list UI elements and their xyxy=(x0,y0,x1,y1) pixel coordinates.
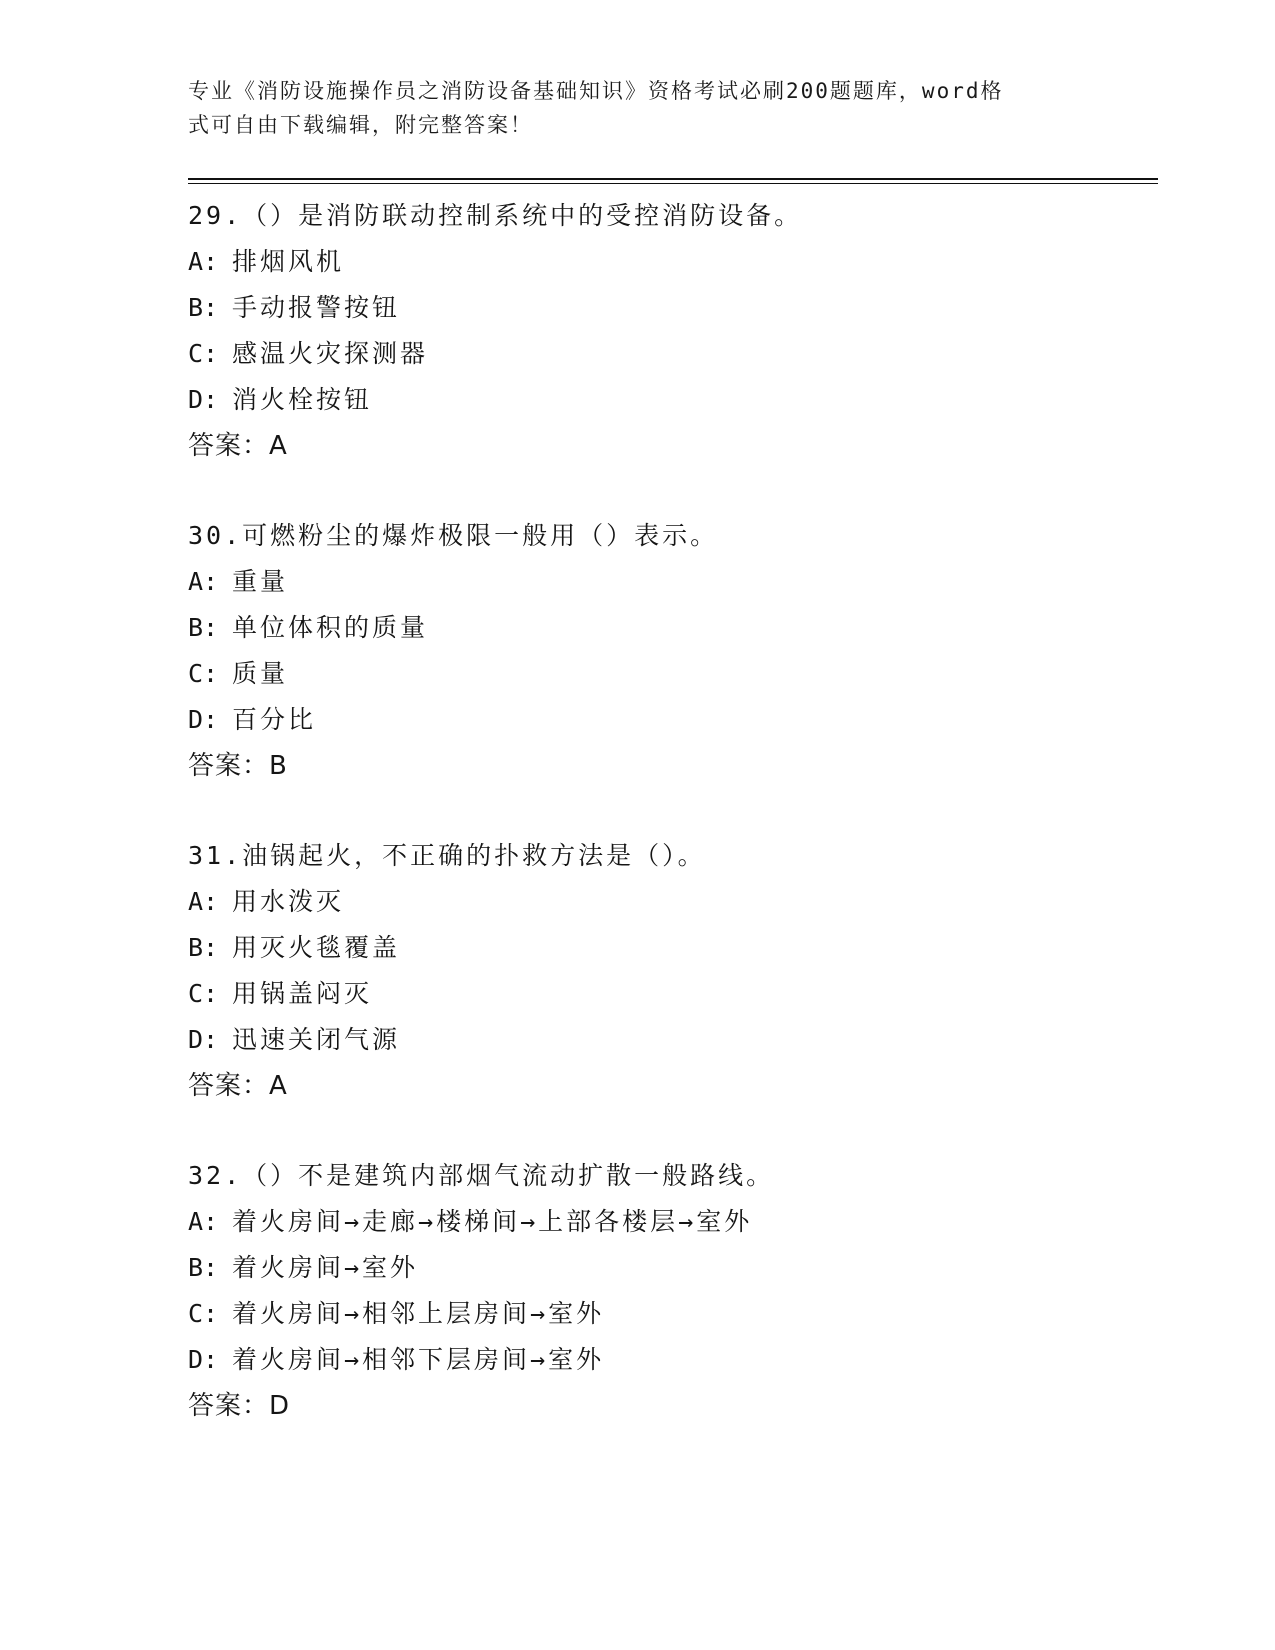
option-b xyxy=(188,285,1148,331)
option-b xyxy=(188,1245,1148,1291)
option-d xyxy=(188,697,1148,743)
option-b xyxy=(188,925,1148,971)
question-block xyxy=(188,1153,1148,1429)
option-b xyxy=(188,605,1148,651)
option-d xyxy=(188,1337,1148,1383)
question-stem: 32.（）不是建筑内部烟气流动扩散一般路线。 xyxy=(188,1161,775,1190)
option-c xyxy=(188,651,1148,697)
question-stem: 30.可燃粉尘的爆炸极限一般用（）表示。 xyxy=(188,521,719,550)
option-key: A: xyxy=(188,567,219,596)
option-text: 百分比 xyxy=(232,705,317,734)
option-d xyxy=(188,377,1148,423)
option-a xyxy=(188,239,1148,285)
option-key: C: xyxy=(188,339,219,368)
option-key: C: xyxy=(188,659,219,688)
option-text: 单位体积的质量 xyxy=(232,613,429,642)
option-key: C: xyxy=(188,979,219,1008)
header-line-1: 专业《消防设施操作员之消防设备基础知识》资格考试必刷200题题库，word格 xyxy=(188,79,1004,103)
option-text: 手动报警按钮 xyxy=(232,293,401,322)
option-text: 质量 xyxy=(232,659,289,688)
option-key: D: xyxy=(188,385,219,414)
option-key: A: xyxy=(188,1207,219,1236)
option-key: A: xyxy=(188,887,219,916)
option-c xyxy=(188,1291,1148,1337)
option-text: 重量 xyxy=(232,567,289,596)
option-key: C: xyxy=(188,1299,219,1328)
option-c xyxy=(188,971,1148,1017)
option-key: B: xyxy=(188,293,219,322)
document-header xyxy=(188,74,1068,142)
option-key: B: xyxy=(188,933,219,962)
option-text: 着火房间→相邻上层房间→室外 xyxy=(232,1299,605,1328)
option-text: 着火房间→相邻下层房间→室外 xyxy=(232,1345,605,1374)
option-text: 着火房间→走廊→楼梯间→上部各楼层→室外 xyxy=(232,1207,753,1236)
option-key: B: xyxy=(188,1253,219,1282)
answer-line: 答案：A xyxy=(188,1071,288,1101)
option-text: 着火房间→室外 xyxy=(232,1253,419,1282)
option-text: 消火栓按钮 xyxy=(232,385,373,414)
option-text: 用水泼灭 xyxy=(232,887,345,916)
answer-line: 答案：D xyxy=(188,1391,291,1421)
question-stem: 31.油锅起火，不正确的扑救方法是（）。 xyxy=(188,841,706,870)
header-divider-thin xyxy=(188,183,1158,184)
header-divider-thick xyxy=(188,178,1158,180)
question-block xyxy=(188,193,1148,469)
header-line-2: 式可自由下载编辑，附完整答案！ xyxy=(188,113,533,137)
option-a xyxy=(188,559,1148,605)
option-key: D: xyxy=(188,1025,219,1054)
option-key: D: xyxy=(188,1345,219,1374)
option-text: 迅速关闭气源 xyxy=(232,1025,401,1054)
option-text: 用锅盖闷灭 xyxy=(232,979,373,1008)
question-block xyxy=(188,513,1148,789)
option-c xyxy=(188,331,1148,377)
option-key: D: xyxy=(188,705,219,734)
answer-line: 答案：A xyxy=(188,431,288,461)
question-block xyxy=(188,833,1148,1109)
option-text: 排烟风机 xyxy=(232,247,345,276)
option-d xyxy=(188,1017,1148,1063)
answer-line: 答案：B xyxy=(188,751,288,781)
option-text: 感温火灾探测器 xyxy=(232,339,429,368)
option-a xyxy=(188,1199,1148,1245)
option-text: 用灭火毯覆盖 xyxy=(232,933,401,962)
option-a xyxy=(188,879,1148,925)
question-stem: 29.（）是消防联动控制系统中的受控消防设备。 xyxy=(188,201,803,230)
option-key: B: xyxy=(188,613,219,642)
option-key: A: xyxy=(188,247,219,276)
